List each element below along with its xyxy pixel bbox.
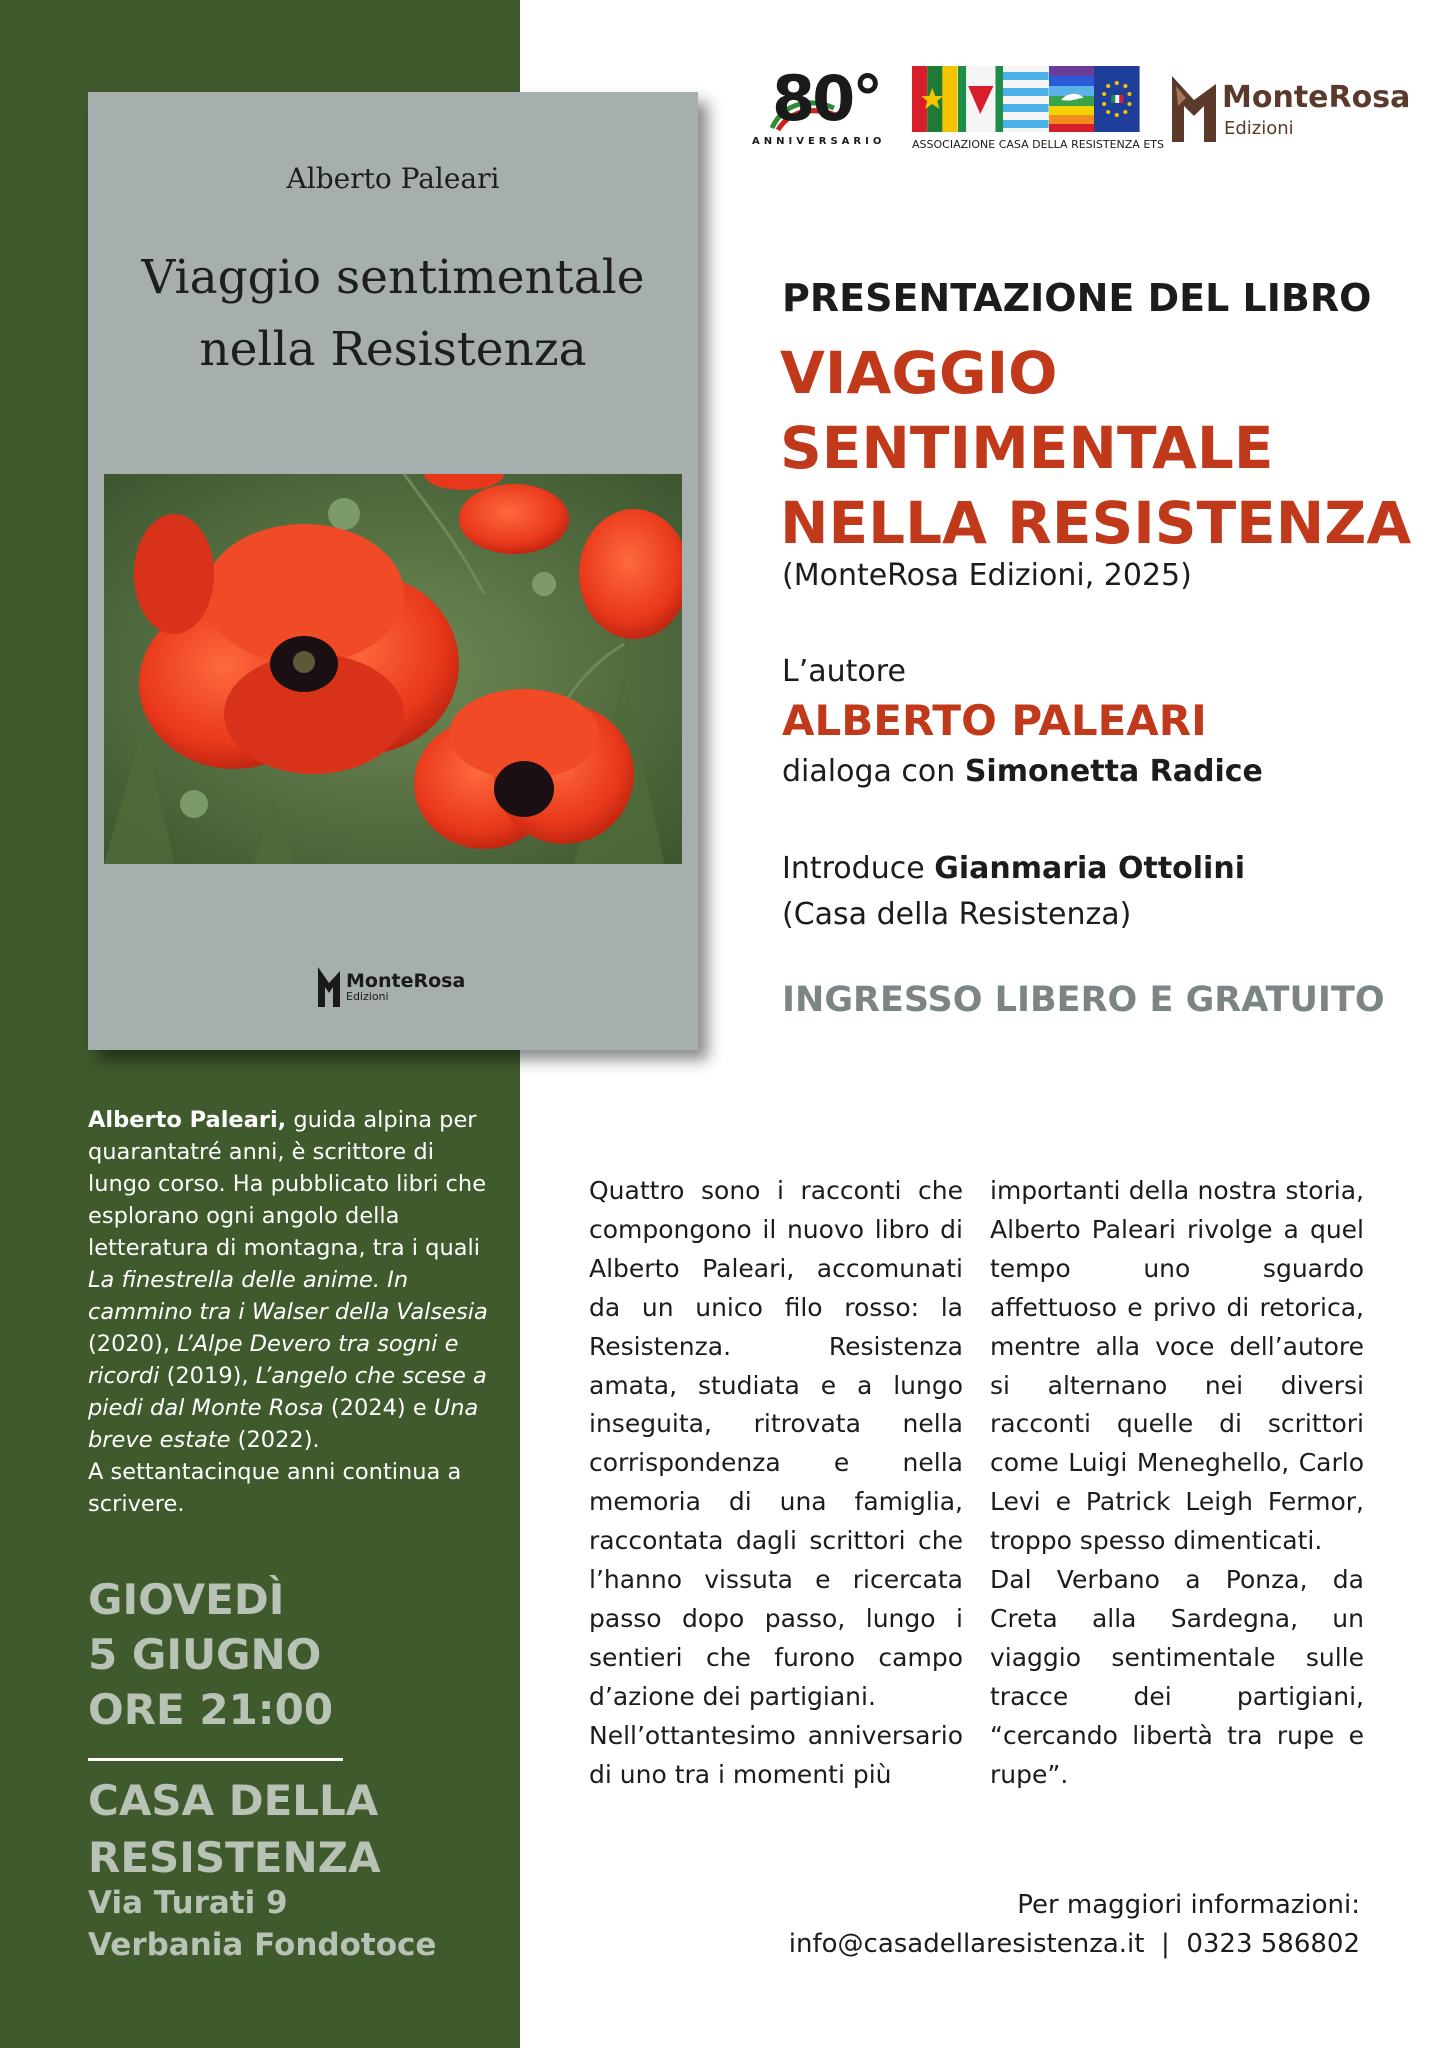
book-cover-title-line1: Viaggio sentimentale	[141, 250, 645, 305]
bio-closing: A settantacinque anni continua a scrivere.	[88, 1459, 462, 1517]
intro-prefix: Introduce	[782, 851, 935, 886]
anniversary-number: 80°	[772, 62, 881, 135]
bio-book-title: La finestrella delle anime. In cammino tra i Walser della Valsesia	[88, 1267, 488, 1325]
poppies-photo	[104, 474, 682, 864]
article-paragraph: importanti della nostra storia, Alberto Paleari rivolge a quel tempo uno sguardo affettuoso e privo di retorica, mentre alla voce dell’autore si alternano nei diversi racconti quelle di scrittori come Luigi Meneghello, Carlo Levi e Patrick Leigh Fermor, troppo spesso dimenticati.	[990, 1176, 1364, 1556]
association-logo	[912, 66, 1164, 152]
entry-notice: INGRESSO LIBERO E GRATUITO	[782, 980, 1385, 1020]
eu-flag-icon	[1094, 66, 1140, 132]
peace-flag-icon	[1049, 66, 1095, 132]
dialog-line	[782, 754, 1263, 789]
contact-line	[789, 1925, 1360, 1964]
association-flags	[912, 66, 1140, 132]
book-title-line1: VIAGGIO	[780, 339, 1058, 407]
bio-book-title: Una breve estate	[88, 1395, 479, 1453]
bio-text: guida alpina per quarantatré anni, è scrittore di lungo corso. Ha pubblicato libri che esplorano ogni angolo della letteratura di montagna, tra i quali	[88, 1107, 487, 1261]
presentation-heading: PRESENTAZIONE DEL LIBRO	[782, 276, 1372, 320]
event-time: ORE 21:00	[88, 1685, 334, 1734]
bio-book-title: L’Alpe Devero tra sogni e ricordi	[88, 1331, 459, 1389]
anniversary-label: ANNIVERSARIO	[752, 136, 886, 147]
divider	[88, 1758, 343, 1761]
monterosa-logo-name: MonteRosa	[1222, 80, 1411, 115]
book-cover-title-line2: nella Resistenza	[199, 322, 587, 377]
bio-paragraph	[88, 1104, 488, 1456]
association-caption: ASSOCIAZIONE CASA DELLA RESISTENZA ETS	[912, 138, 1164, 151]
event-date: 5 GIUGNO	[88, 1630, 322, 1679]
flag-1-icon	[912, 66, 958, 132]
article-column-2	[990, 1172, 1364, 1795]
intro-line	[782, 846, 1245, 892]
author-bio	[88, 1104, 488, 1520]
book-title-line2: SENTIMENTALE	[780, 414, 1274, 482]
event-datetime	[88, 1572, 333, 1737]
author-intro: L’autore	[782, 654, 906, 689]
bio-text: (2020),	[88, 1331, 178, 1357]
book-title	[780, 336, 1411, 561]
dialog-prefix: dialoga con	[782, 754, 965, 789]
contact-phone[interactable]: 0323 586802	[1186, 1929, 1360, 1959]
book-cover-publisher-logo	[318, 967, 465, 1007]
mountain-mark-icon	[318, 967, 340, 1007]
moderator-name: Simonetta Radice	[964, 754, 1263, 789]
flag-3-icon	[1003, 66, 1049, 132]
book-cover-title	[88, 242, 698, 386]
event-day: GIOVEDÌ	[88, 1575, 285, 1624]
contact-info	[789, 1886, 1360, 1964]
introducer-name: Gianmaria Ottolini	[934, 851, 1245, 886]
contact-separator: |	[1161, 1929, 1170, 1959]
book-cover-author: Alberto Paleari	[286, 162, 500, 195]
article-paragraph: Nell’ottantesimo anniversario di uno tra i momenti più	[589, 1720, 963, 1789]
monterosa-logo-sub: Edizioni	[1224, 118, 1294, 139]
article-paragraph: Quattro sono i racconti che compongono il nuovo libro di Alberto Paleari, accomunati da un unico filo rosso: la Resistenza. Resistenza amata, studiata e a lungo inseguita, ritrovata nella corrispondenza e nella memoria di una famiglia, raccontata dagli scrittori che l’hanno vissuta e ricercata passo dopo passo, lungo i sentieri che furono campo d’azione dei partigiani.	[589, 1176, 963, 1711]
introduction	[782, 846, 1245, 938]
bio-author-name: Alberto Paleari,	[88, 1107, 287, 1133]
book-cover-publisher-sub: Edizioni	[346, 989, 389, 1003]
book-cover-publisher-name: MonteRosa	[346, 969, 466, 992]
book-cover	[88, 92, 698, 1050]
publication-info: (MonteRosa Edizioni, 2025)	[782, 558, 1192, 593]
bio-text: (2022).	[230, 1427, 320, 1453]
mountain-mark-icon	[1172, 76, 1216, 142]
flag-2-icon	[958, 66, 1004, 132]
author-name: ALBERTO PALEARI	[782, 696, 1207, 745]
venue-line1: CASA DELLA	[88, 1776, 379, 1825]
article-paragraph: Dal Verbano a Ponza, da Creta alla Sardegna, un viaggio sentimentale sulle tracce dei partigiani, “cercando libertà tra rupe e rupe”.	[990, 1565, 1364, 1789]
monterosa-logo	[1172, 74, 1411, 144]
contact-email[interactable]: info@casadellaresistenza.it	[788, 1929, 1145, 1959]
event-venue	[88, 1772, 381, 1886]
article-column-1	[589, 1172, 963, 1795]
bio-book-title: L’angelo che scese a piedi dal Monte Rosa	[88, 1363, 487, 1421]
bio-text: (2024) e	[323, 1395, 434, 1421]
address-city: Verbania Fondotoce	[88, 1927, 437, 1963]
anniversary-logo	[752, 62, 886, 154]
event-address	[88, 1882, 436, 1966]
introducer-org: (Casa della Resistenza)	[782, 897, 1132, 932]
contact-label: Per maggiori informazioni:	[1017, 1890, 1360, 1920]
venue-line2: RESISTENZA	[88, 1833, 381, 1882]
address-street: Via Turati 9	[88, 1885, 288, 1921]
book-title-line3: NELLA RESISTENZA	[780, 489, 1412, 557]
bio-text: (2019),	[159, 1363, 256, 1389]
